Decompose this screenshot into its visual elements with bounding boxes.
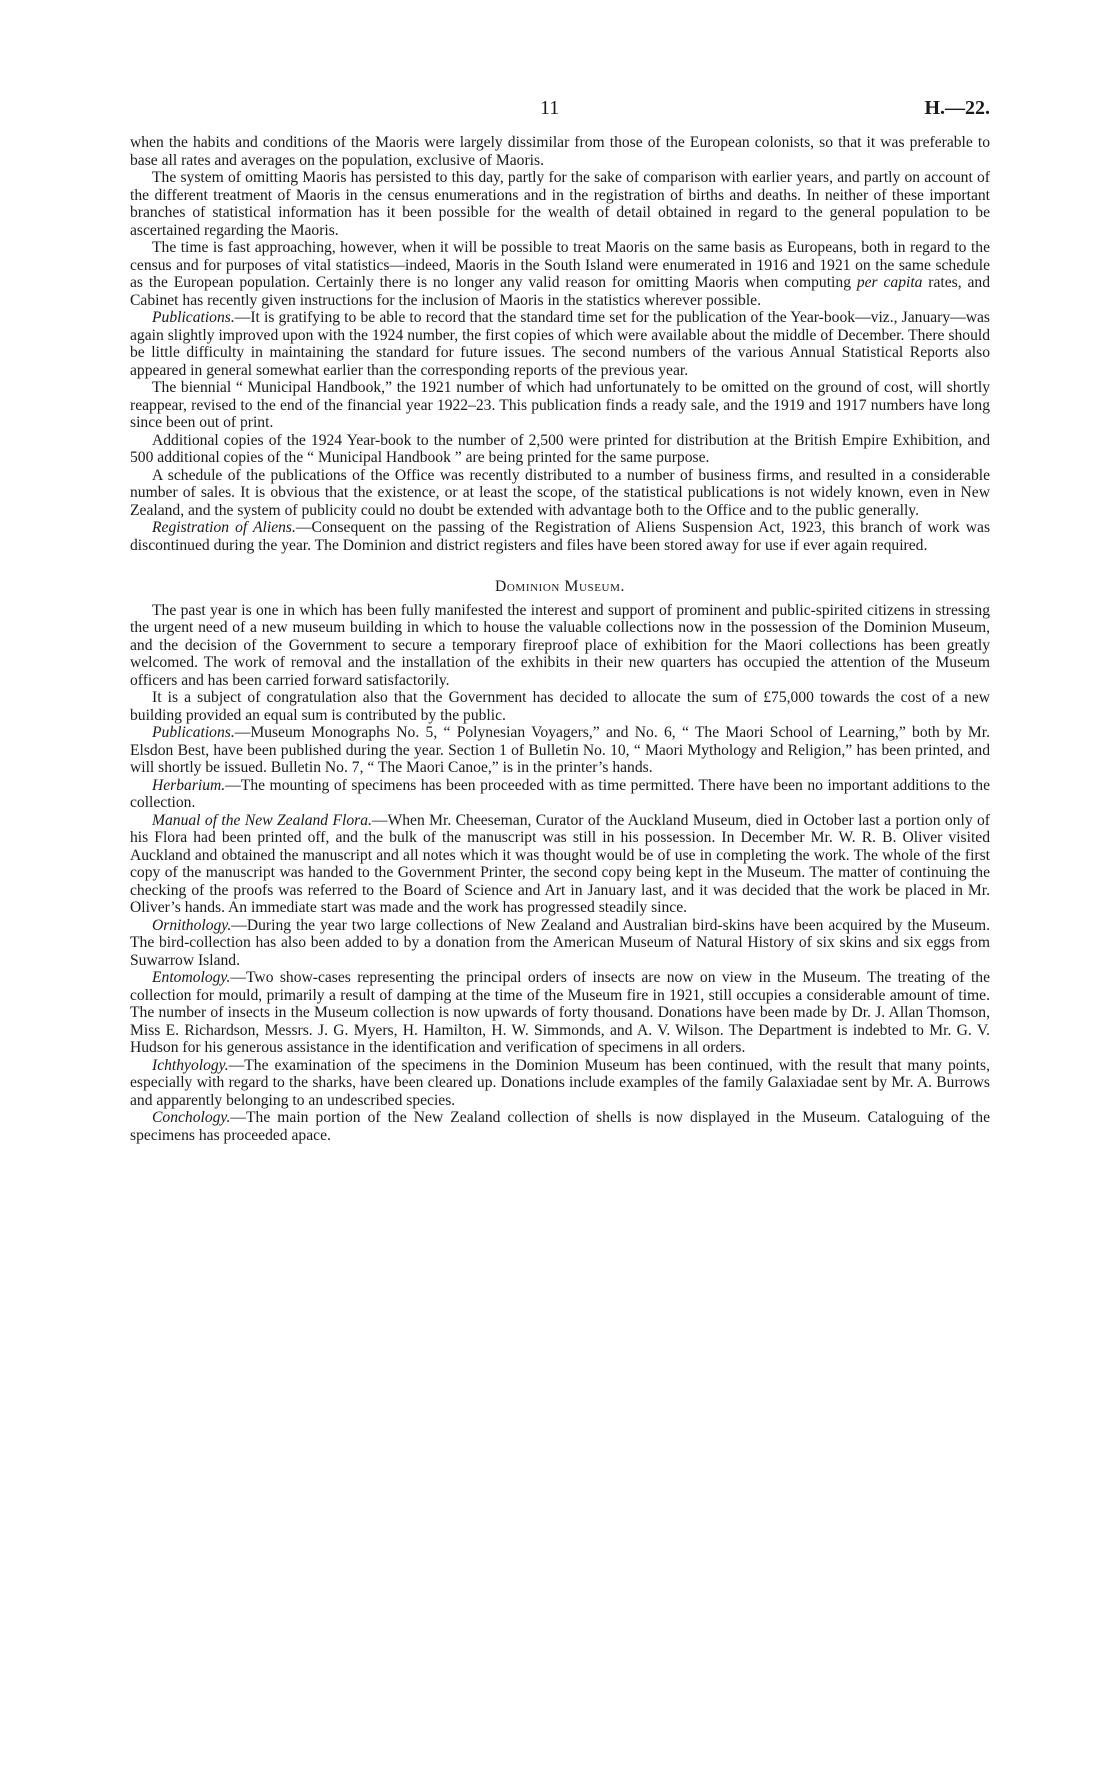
subheading-publications: Publications. bbox=[152, 309, 235, 326]
subheading-publications: Publications. bbox=[152, 724, 235, 741]
paragraph-text: —The examination of the specimens in the Dominion Museum has been continued, with the result that many points, especially with regard to the sharks, have been cleared up. Donations include examples of the family Galaxiadae sent by Mr. A. Burrows and apparently belonging to an undescribed species. bbox=[130, 1056, 990, 1109]
paragraph-text: —The mounting of specimens has been proceeded with as time permitted. There have been no important additions to the collection. bbox=[130, 776, 990, 811]
paragraph-text: —Museum Monographs No. 5, “ Polynesian Voyagers,” and No. 6, “ The Maori School of Learning,” both by Mr. Elsdon Best, have been published during the year. Section 1 of Bulletin No. 10, “ Maori Mythology and Religion,” has been printed, and will shortly be issued. Bulletin No. 7, “ The Maori Canoe,” is in the printer’s hands. bbox=[130, 724, 990, 776]
paragraph-text: —Consequent on the passing of the Registration of Aliens Suspension Act, 1923, this branch of work was discontinued during the year. The Dominion and district registers and files have been stored away for use if ever again required. bbox=[130, 519, 991, 554]
italic-term: per capita bbox=[856, 274, 923, 291]
paragraph: The biennial “ Municipal Handbook,” the 1921 number of which had unfortunately to be omitted on the ground of cost, will shortly reappear, revised to the end of the financial year 1922–23. This publication finds a ready sale, and the 1919 and 1917 numbers have long since been out of print. bbox=[130, 379, 990, 431]
page-header bbox=[130, 97, 990, 134]
paragraph bbox=[130, 519, 990, 554]
paragraph: It is a subject of congratulation also that the Government has decided to allocate the sum of £75,000 towards the cost of a new building provided an equal sum is contributed by the public. bbox=[130, 689, 990, 724]
subheading-ichthyology: Ichthyology. bbox=[152, 1056, 229, 1074]
museum-section bbox=[130, 602, 990, 1145]
paragraph: The past year is one in which has been fully manifested the interest and support of prominent and public-spirited citizens in stressing the urgent need of a new museum building in which to house the valuable collections now in the possession of the Dominion Museum, and the decision of the Government to secure a temporary fireproof place of exhibition for the Maori collections has been greatly welcomed. The work of removal and the installation of the exhibits in their new quarters has occupied the attention of the Museum officers and has been carried forward satisfactorily. bbox=[130, 601, 990, 689]
paragraph: when the habits and conditions of the Maoris were largely dissimilar from those of the European colonists, so that it was preferable to base all rates and averages on the population, exclusive of Maoris. bbox=[130, 134, 990, 169]
paragraph bbox=[130, 812, 990, 917]
paragraph bbox=[130, 917, 990, 970]
subheading-ornithology: Ornithology. bbox=[152, 916, 232, 934]
subheading-entomology: Entomology. bbox=[152, 969, 231, 986]
subheading-registration: Registration of Aliens. bbox=[152, 519, 296, 536]
section-heading: Dominion Museum. bbox=[495, 578, 625, 595]
subheading-herbarium: Herbarium. bbox=[152, 776, 226, 794]
paragraph bbox=[130, 724, 990, 777]
statistics-section bbox=[130, 134, 990, 554]
paragraph: The system of omitting Maoris has persisted to this day, partly for the sake of comparison with earlier years, and partly on account of the different treatment of Maoris in the census enumerations and in the registration of births and deaths. In neither of these important branches of statistical information has it been possible for the wealth of detail obtained in regard to the general population to be ascertained regarding the Maoris. bbox=[130, 169, 990, 239]
paragraph: Additional copies of the 1924 Year-book to the number of 2,500 were printed for distribution at the British Empire Exhibition, and 500 additional copies of the “ Municipal Handbook ” are being printed for the same purpose. bbox=[130, 431, 990, 466]
paragraph bbox=[130, 1109, 990, 1144]
paragraph-text: The time is fast approaching, however, when it will be possible to treat Maoris on the same basis as Europeans, both in regard to the census and for purposes of vital statistics—indeed, Maoris in the South Island were enumerated in 1916 and 1921 on the same schedule as the European population. Certainly there is no longer any valid reason for omitting Maoris when computing bbox=[130, 239, 990, 291]
paragraph-text: rates, and Cabinet has recently given instructions for the inclusion of Maoris in the statistics wherever possible. bbox=[130, 274, 990, 309]
document-code: H.—22. bbox=[924, 97, 990, 119]
paragraph: A schedule of the publications of the Office was recently distributed to a number of business firms, and resulted in a considerable number of sales. It is obvious that the existence, or at least the scope, of the statistical publications is not widely known, even in New Zealand, and the system of publicity could no doubt be extended with advantage both to the Office and to the public generally. bbox=[130, 466, 990, 519]
subheading-conchology: Conchology. bbox=[152, 1109, 231, 1126]
subheading-flora: Manual of the New Zealand Flora. bbox=[152, 811, 372, 829]
paragraph bbox=[130, 239, 990, 309]
page-number: 11 bbox=[540, 97, 560, 119]
paragraph bbox=[130, 1057, 990, 1110]
paragraph bbox=[130, 969, 990, 1057]
paragraph-text: —The main portion of the New Zealand collection of shells is now displayed in the Museum. Cataloguing of the specimens has proceeded apace. bbox=[130, 1109, 990, 1144]
paragraph-text: —When Mr. Cheeseman, Curator of the Auckland Museum, died in October last a portion only of his Flora had been printed off, and the bulk of the manuscript was still in his possession. In December Mr. W. R. B. Oliver visited Auckland and obtained the manuscript and all notes which it was thought would be of use in completing the work. The whole of the first copy of the manuscript was handed to the Government Printer, the second copy being kept in the Museum. The matter of continuing the checking of the proofs was referred to the Board of Science and Art in January last, and it was decided that the work be placed in Mr. Oliver’s hands. An immediate start was made and the work has progressed steadily since. bbox=[130, 811, 990, 916]
paragraph-text: —It is gratifying to be able to record that the standard time set for the publication of the Year-book—viz., January—was again slightly improved upon with the 1924 number, the first copies of which were available about the middle of December. There should be little difficulty in maintaining the standard for future issues. The second numbers of the various Annual Statistical Reports also appeared in general somewhat earlier than the corresponding reports of the previous year. bbox=[130, 309, 990, 379]
document-page bbox=[130, 97, 991, 1144]
paragraph bbox=[130, 777, 990, 812]
paragraph-text: —During the year two large collections of New Zealand and Australian bird-skins have been acquired by the Museum. The bird-collection has also been added to by a donation from the American Museum of Natural History of six skins and six eggs from Suwarrow Island. bbox=[130, 916, 990, 969]
paragraph bbox=[130, 309, 990, 379]
paragraph-text: —Two show-cases representing the principal orders of insects are now on view in the Museum. The treating of the collection for mould, primarily a result of damping at the time of the Museum fire in 1921, still occupies a considerable amount of time. The number of insects in the Museum collection is now upwards of forty thousand. Donations have been made by Dr. J. Allan Thomson, Miss E. Richardson, Messrs. J. G. Myers, H. Hamilton, H. W. Simmonds, and A. V. Wilson. The Department is indebted to Mr. G. V. Hudson for his generous assistance in the identification and verification of specimens in all orders. bbox=[130, 969, 990, 1056]
